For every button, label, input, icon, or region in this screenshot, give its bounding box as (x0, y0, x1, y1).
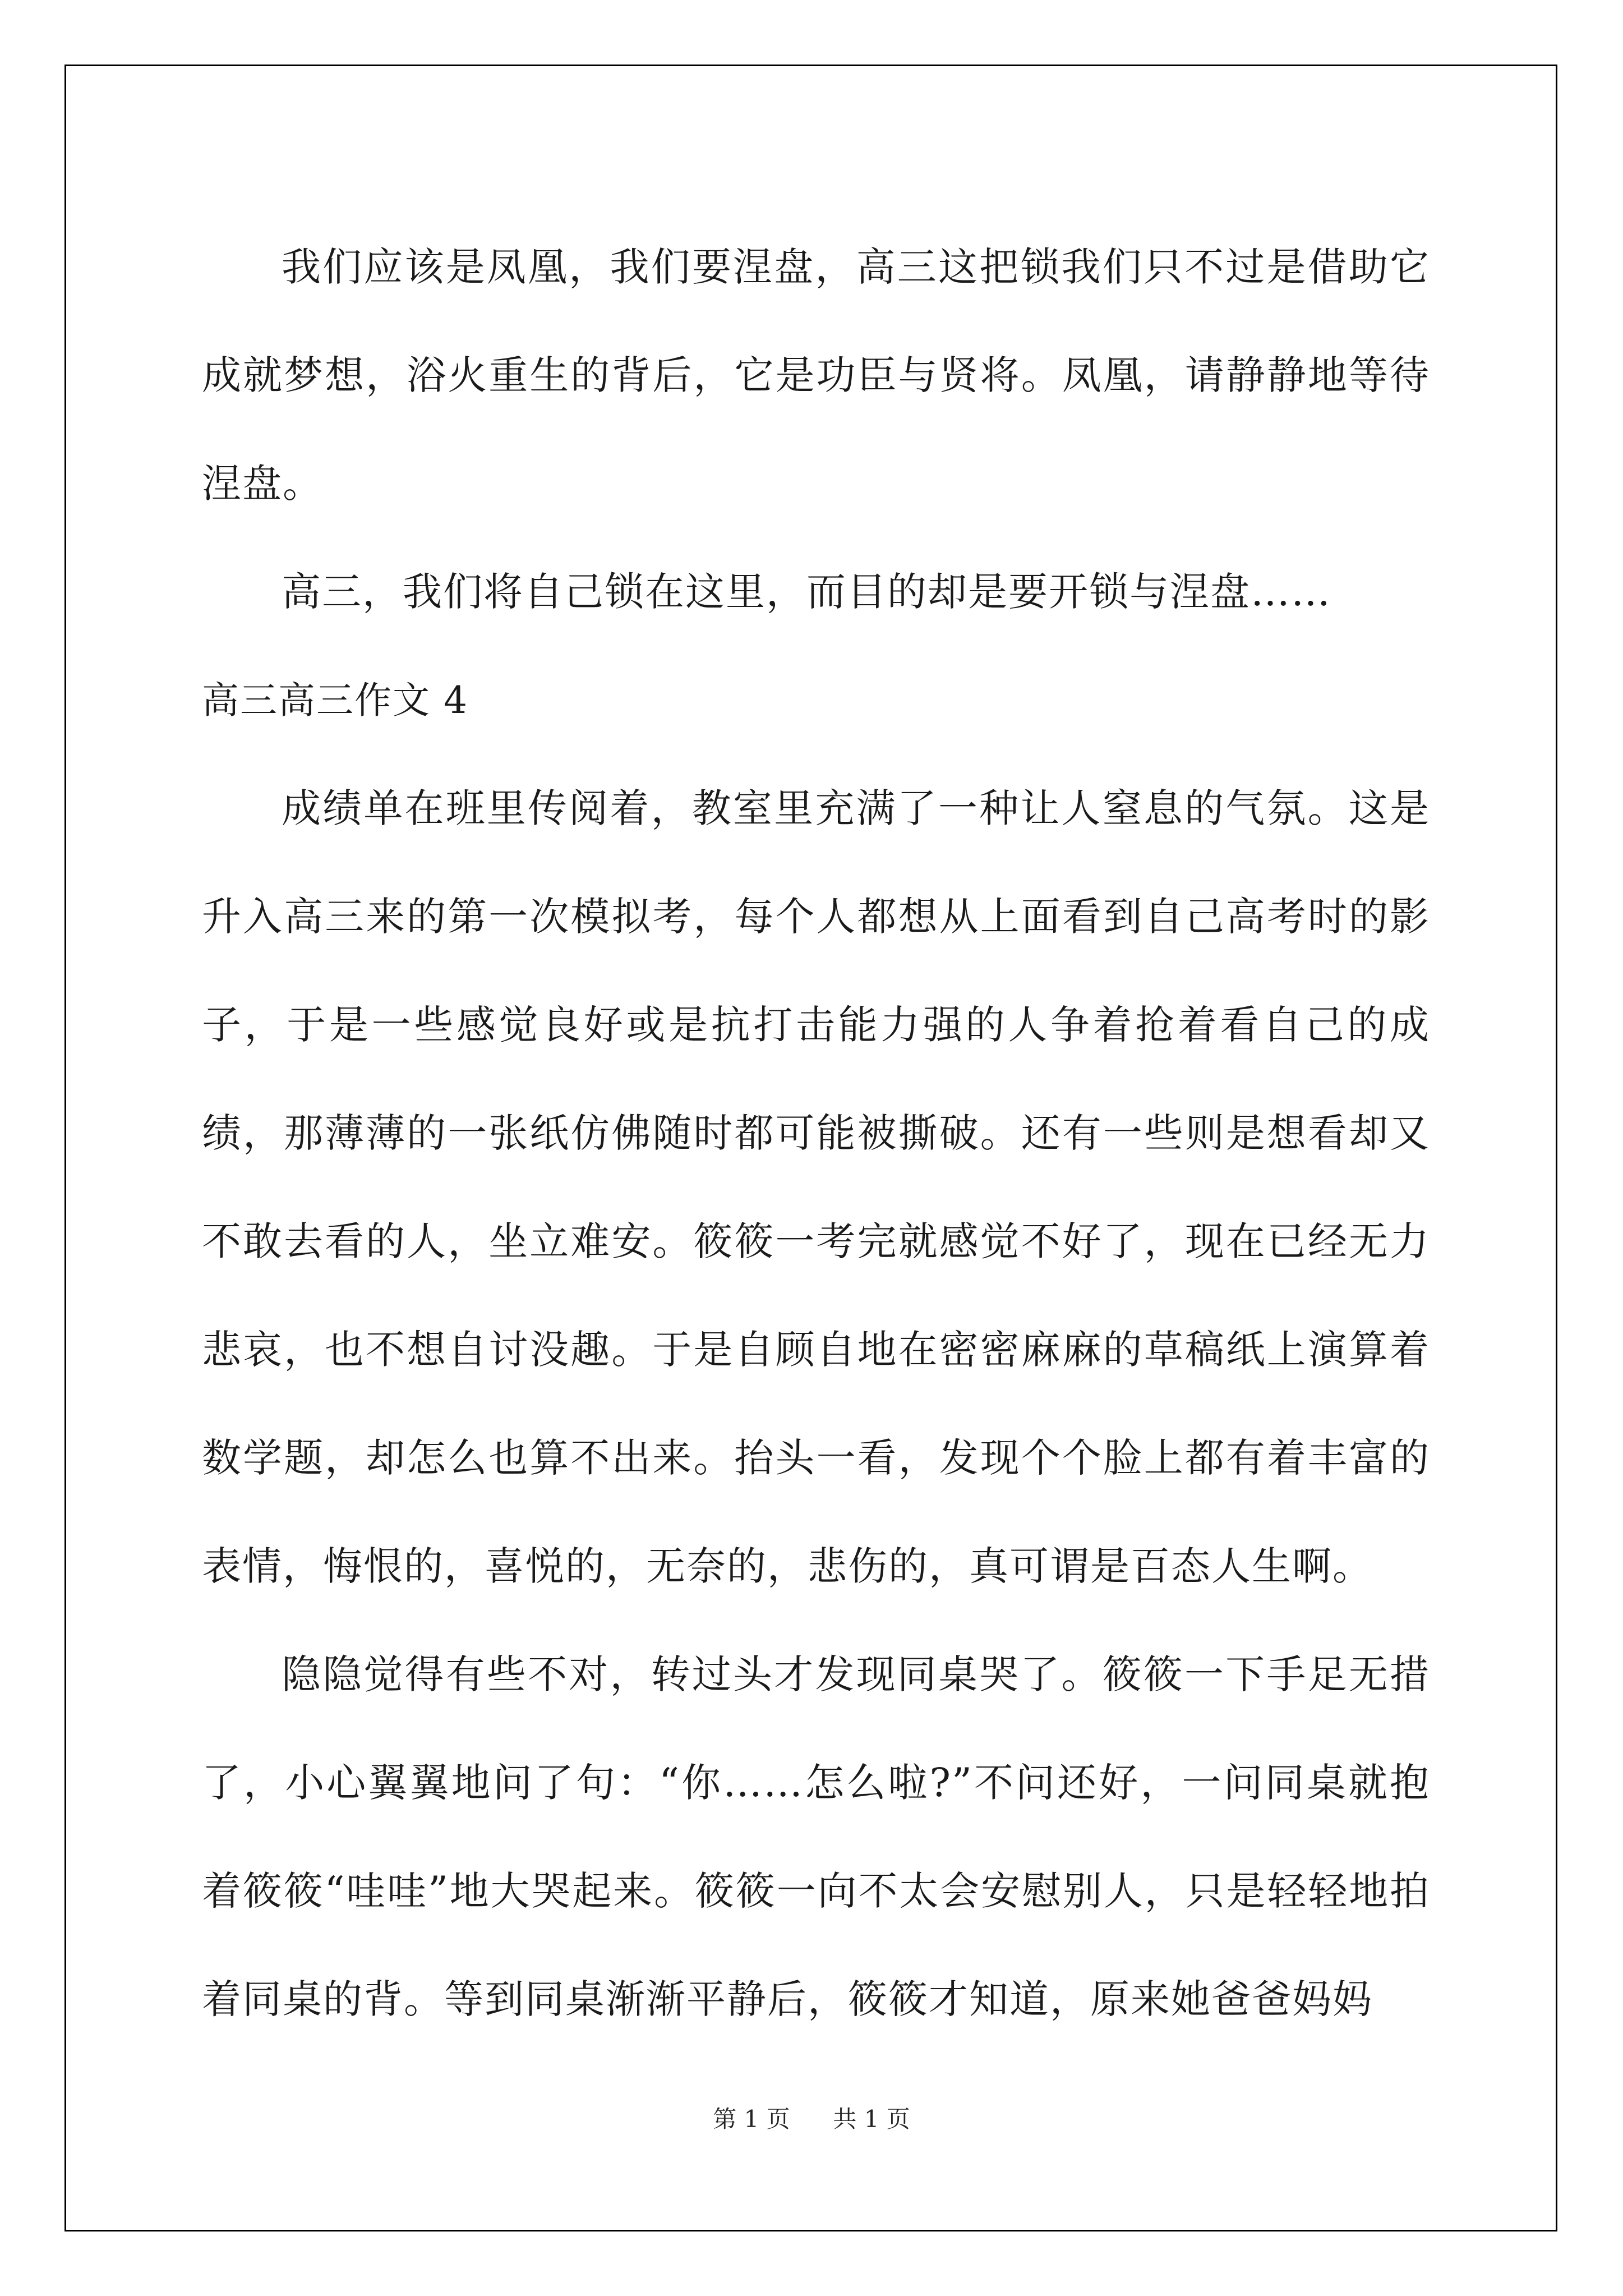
paragraph: 隐隐觉得有些不对，转过头才发现同桌哭了。筱筱一下手足无措了，小心翼翼地问了句：“你……怎么啦?”不问还好，一问同桌就抱着筱筱“哇哇”地大哭起来。筱筱一向不太会安慰别人，只是轻轻地拍着同桌的背。等到同桌渐渐平静后，筱筱才知道，原来她爸爸妈妈 (202, 1651, 1430, 2022)
paragraph: 高三，我们将自己锁在这里，而目的却是要开锁与涅盘…… (282, 569, 1331, 615)
page-number: 第 1 页 (713, 2105, 790, 2133)
section-heading: 高三高三作文 4 (202, 679, 468, 722)
paragraph: 成绩单在班里传阅着，教室里充满了一种让人窒息的气氛。这是升入高三来的第一次模拟考，每个人都想从上面看到自己高考时的影子，于是一些感觉良好或是抗打击能力强的人争着抢着看自己的成绩，那薄薄的一张纸仿佛随时都可能被撕破。还有一些则是想看却又不敢去看的人，坐立难安。筱筱一考完就感觉不好了，现在已经无力悲哀，也不想自讨没趣。于是自顾自地在密密麻麻的草稿纸上演算着数学题，却怎么也算不出来。抬头一看，发现个个脸上都有着丰富的表情，悔恨的，喜悦的，无奈的，悲伤的，真可谓是百态人生啊。 (202, 785, 1430, 1589)
page-footer (0, 2102, 1623, 2136)
paragraph: 我们应该是凤凰，我们要涅盘，高三这把锁我们只不过是借助它成就梦想，浴火重生的背后，它是功臣与贤将。凤凰，请静静地等待涅盘。 (202, 244, 1430, 507)
page-total: 共 1 页 (833, 2105, 910, 2133)
document-body (202, 213, 1430, 2054)
